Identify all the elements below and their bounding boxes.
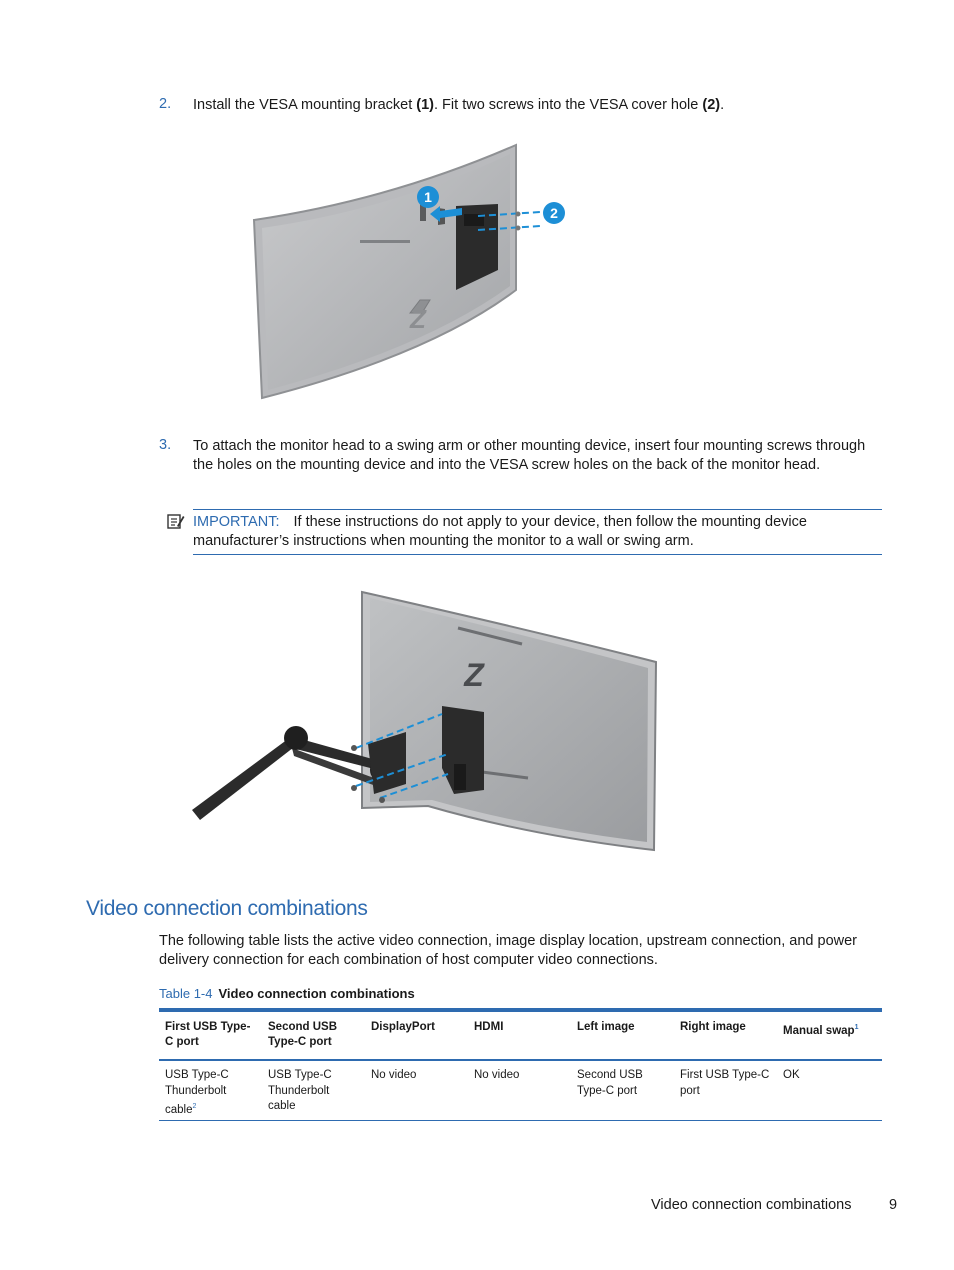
callout-reference: (1)	[416, 97, 434, 113]
table-cell: No video	[365, 1060, 468, 1121]
callout-reference: (2)	[702, 97, 721, 113]
swing-arm-illustration	[192, 588, 662, 853]
column-header: Right image	[674, 1010, 777, 1060]
step-text-part: .	[720, 97, 725, 113]
table-cell: USB Type-C Thunderbolt cable	[262, 1060, 365, 1121]
callout-1: 1	[424, 189, 432, 205]
table-cell: No video	[468, 1060, 571, 1121]
step-text-part: Install the VESA mounting bracket	[193, 97, 417, 113]
step-number: 3.	[159, 437, 172, 453]
table-cell: USB Type-C Thunderbolt cable	[165, 1069, 229, 1116]
section-title: Video connection combinations	[86, 897, 368, 920]
step-3-text: To attach the monitor head to a swing arm or other mounting device, insert four mounting screws through the holes on the mounting device and into the VESA screw holes on the back of the monitor head.	[193, 438, 866, 473]
step-number: 2.	[159, 96, 172, 112]
table-cell: First USB Type-C port	[674, 1060, 777, 1121]
brand-logo: Z	[410, 304, 426, 334]
footer-title: Video connection combinations	[651, 1197, 852, 1213]
note-icon	[167, 513, 185, 530]
section-body: The following table lists the active video connection, image display location, upstream connection, and power delivery connection for each combination of host computer video connections.	[159, 933, 858, 968]
video-connection-table	[159, 1008, 882, 1121]
column-header: First USB Type-C port	[159, 1010, 262, 1060]
table-cell: OK	[777, 1060, 882, 1121]
important-label: IMPORTANT:	[193, 514, 280, 530]
step-text-part: . Fit two screws into the VESA cover hole	[434, 97, 703, 113]
monitor-bracket-illustration	[240, 140, 580, 405]
important-note	[193, 509, 882, 555]
column-header: Left image	[571, 1010, 674, 1060]
table-header-row	[159, 1010, 882, 1060]
footnote-marker: 1	[854, 1024, 859, 1031]
column-header: Second USB Type-C port	[262, 1010, 365, 1060]
column-header: DisplayPort	[365, 1010, 468, 1060]
table-caption	[159, 986, 415, 1001]
table-caption-title: Video connection combinations	[218, 986, 415, 1001]
table-caption-number: Table 1-4	[159, 986, 213, 1001]
brand-logo: Z	[464, 657, 484, 693]
column-header: Manual swap	[783, 1024, 855, 1037]
important-text: If these instructions do not apply to your device, then follow the mounting device manufacturer’s instructions when mounting the monitor to a wall or swing arm.	[193, 514, 807, 549]
column-header-manual-swap	[777, 1010, 882, 1060]
step-2-text	[193, 96, 724, 115]
column-header: HDMI	[468, 1010, 571, 1060]
page-number: 9	[889, 1197, 898, 1213]
table-row	[159, 1060, 882, 1121]
footnote-marker: 2	[192, 1103, 197, 1110]
table-cell-with-footnote	[159, 1060, 262, 1121]
table-cell: Second USB Type-C port	[571, 1060, 674, 1121]
callout-2: 2	[550, 205, 558, 221]
